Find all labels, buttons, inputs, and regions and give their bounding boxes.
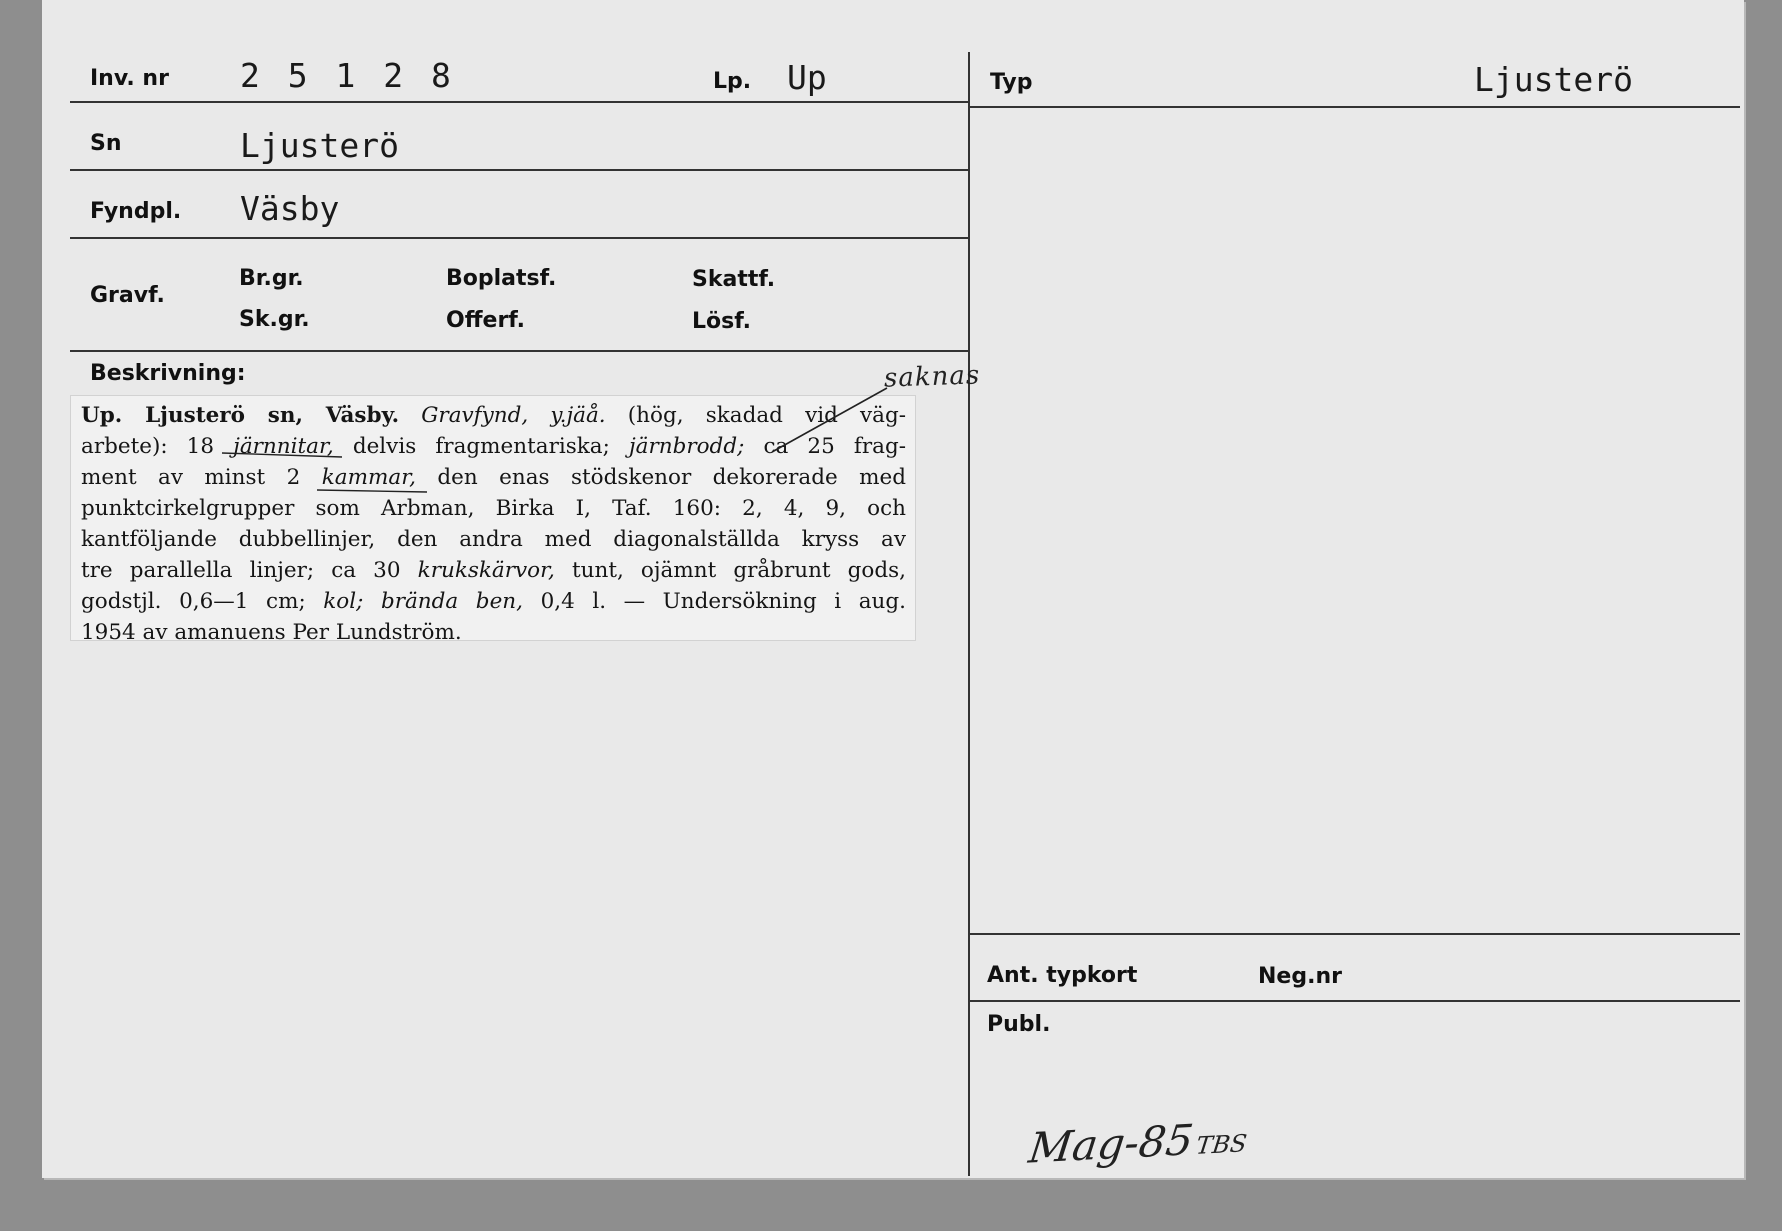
description-object: brända ben, <box>380 589 523 614</box>
inv-nr-value: 2 5 1 2 8 <box>240 56 455 95</box>
description-line-4: punktcirkelgrupper som Arbman, Birka I, Taf. 160: 2, 4, 9, och <box>81 496 906 521</box>
losf-label: Lösf. <box>692 309 751 334</box>
description-heading: Up. Ljusterö sn, Väsby. <box>81 403 400 428</box>
offerf-label: Offerf. <box>446 308 526 333</box>
lp-label: Lp. <box>713 69 752 94</box>
handwritten-underline-jarnnitar <box>212 445 372 475</box>
signature-initials: TBS <box>1194 1129 1249 1160</box>
skgr-label: Sk.gr. <box>239 307 310 332</box>
publ-label: Publ. <box>987 1012 1051 1037</box>
lp-value: Up <box>787 58 827 97</box>
vertical-divider <box>968 52 970 1176</box>
description-object: järnnitar, <box>233 434 334 459</box>
handwritten-signature <box>1026 1112 1250 1172</box>
description-line-5: kantföljande dubbellinjer, den andra med diagonalställda kryss av <box>81 527 906 552</box>
description-line-6 <box>81 555 906 586</box>
divider-row2 <box>70 169 968 171</box>
ant-typkort-label: Ant. typkort <box>987 963 1138 988</box>
description-text: arbete): 18 <box>81 434 215 459</box>
divider-row1-right <box>970 106 1740 108</box>
beskrivning-label: Beskrivning: <box>90 361 246 386</box>
divider-row1-left <box>70 101 968 103</box>
description-line-7 <box>81 586 906 617</box>
description-text: den enas stödskenor dekorerade med <box>437 465 907 490</box>
divider-row3 <box>70 237 968 239</box>
description-text: ment av minst 2 <box>81 465 301 490</box>
sn-label: Sn <box>90 131 122 156</box>
sn-value: Ljusterö <box>240 126 399 165</box>
description-object: kammar, <box>321 465 416 490</box>
description-text: tre parallella linjer; ca 30 <box>81 558 401 583</box>
description-line-3 <box>81 462 906 493</box>
typ-label: Typ <box>990 70 1033 95</box>
divider-typkort-top <box>970 933 1740 935</box>
handwritten-saknas: saknas <box>883 360 981 394</box>
description-text: tunt, ojämnt gråbrunt gods, <box>571 558 907 583</box>
description-object: krukskärvor, <box>417 558 555 583</box>
typ-value: Ljusterö <box>1474 60 1633 99</box>
description-text: delvis fragmentariska; <box>352 434 610 459</box>
skattf-label: Skattf. <box>692 267 776 292</box>
handwritten-underline-kammar <box>312 482 452 502</box>
brgr-label: Br.gr. <box>239 266 304 291</box>
divider-publ-top <box>970 1000 1740 1002</box>
boplatsf-label: Boplatsf. <box>446 266 557 291</box>
fyndpl-value: Väsby <box>240 189 340 228</box>
description-text: 0,4 l. — Undersökning i aug. <box>540 589 907 614</box>
description-object: kol; <box>323 589 364 614</box>
description-text: godstjl. 0,6—1 cm; <box>81 589 306 614</box>
neg-nr-label: Neg.nr <box>1258 964 1342 989</box>
description-line-8: 1954 av amanuens Per Lundström. <box>81 620 462 645</box>
signature-text: Mag-85 <box>1026 1115 1197 1173</box>
divider-row4 <box>70 350 968 352</box>
catalogue-card <box>42 0 1744 1178</box>
inv-nr-label: Inv. nr <box>90 66 169 91</box>
gravf-label: Gravf. <box>90 283 165 308</box>
fyndpl-label: Fyndpl. <box>90 199 182 224</box>
description-object: järnbrodd; <box>628 434 745 459</box>
description-text: ca 25 frag- <box>763 434 906 459</box>
description-find-type: Gravfynd, y.jäå. <box>421 403 606 428</box>
description-text: (hög, skadad vid väg- <box>627 403 906 428</box>
